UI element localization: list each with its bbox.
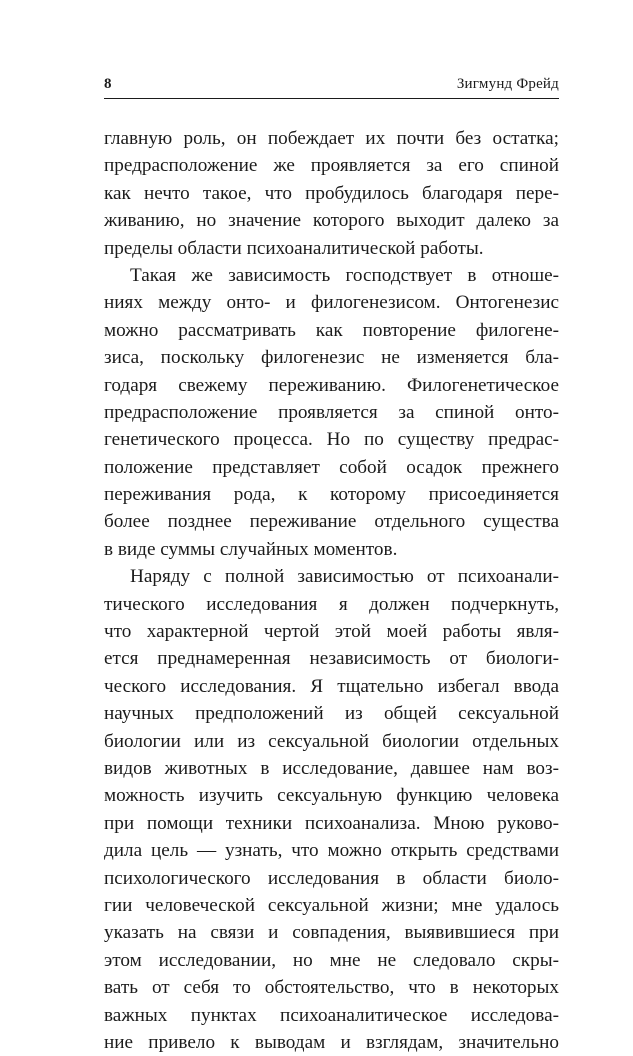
running-head — [104, 76, 559, 96]
text-line: видов животных в исследование, давшее нам воз- — [104, 757, 559, 779]
text-line: указать на связи и совпадения, выявившиеся при — [104, 922, 559, 944]
text-line: Наряду с полной зависимостью от психоанали- — [130, 566, 559, 588]
page-number: 8 — [104, 76, 112, 92]
text-line: что характерной чертой этой моей работы явля- — [104, 621, 559, 643]
text-line: гии человеческой сексуальной жизни; мне удалось — [104, 894, 559, 916]
text-line: при помощи техники психоанализа. Мною руково- — [104, 812, 559, 834]
text-line: научных предположений из общей сексуальной — [104, 703, 559, 725]
text-line: генетического процесса. Но по существу предрас- — [104, 429, 559, 451]
text-line: главную роль, он побеждает их почти без остатка; — [104, 128, 559, 149]
body-text — [104, 125, 559, 1056]
text-line: в виде суммы случайных моментов. — [104, 538, 398, 560]
text-line: этом исследовании, но мне не следовало скры- — [104, 949, 559, 971]
text-line: живанию, но значение которого выходит далеко за — [104, 210, 559, 232]
text-line: психологического исследования в области биоло- — [104, 867, 559, 889]
text-line: годаря свежему переживанию. Филогенетическое — [104, 374, 559, 396]
text-line: Такая же зависимость господствует в отноше- — [130, 264, 559, 286]
text-line: тического исследования я должен подчеркнуть, — [104, 593, 559, 615]
text-line: ниях между онто- и филогенезисом. Онтогенезис — [104, 292, 559, 314]
text-line: дила цель — узнать, что можно открыть средствами — [104, 840, 559, 862]
text-line: предрасположение же проявляется за его спиной — [104, 155, 559, 177]
text-line: можность изучить сексуальную функцию человека — [104, 785, 559, 807]
text-line: биологии или из сексуальной биологии отдельных — [104, 730, 559, 752]
text-line: можно рассматривать как повторение филогене- — [104, 319, 559, 341]
text-line: предрасположение проявляется за спиной онто- — [104, 401, 559, 423]
text-line: пределы области психоаналитической работы. — [104, 237, 484, 259]
text-line: переживания рода, к которому присоединяется — [104, 484, 559, 506]
text-line: важных пунктах психоаналитическое исследова- — [104, 1004, 559, 1026]
text-line: вать от себя то обстоятельство, что в некоторых — [104, 977, 559, 999]
header-author: Зигмунд Фрейд — [456, 76, 559, 92]
text-line: более позднее переживание отдельного существа — [104, 511, 559, 533]
text-line: ние привело к выводам и взглядам, значительно — [104, 1031, 559, 1053]
text-line: положение представляет собой осадок прежнего — [104, 456, 559, 478]
text-line: зиса, поскольку филогенезис не изменяется бла- — [104, 347, 559, 369]
text-line: ется преднамеренная независимость от биологи- — [104, 648, 559, 670]
text-line: как нечто такое, что пробудилось благодаря пере- — [104, 182, 559, 204]
header-rule — [104, 98, 559, 99]
text-line: ческого исследования. Я тщательно избегал ввода — [104, 675, 559, 697]
